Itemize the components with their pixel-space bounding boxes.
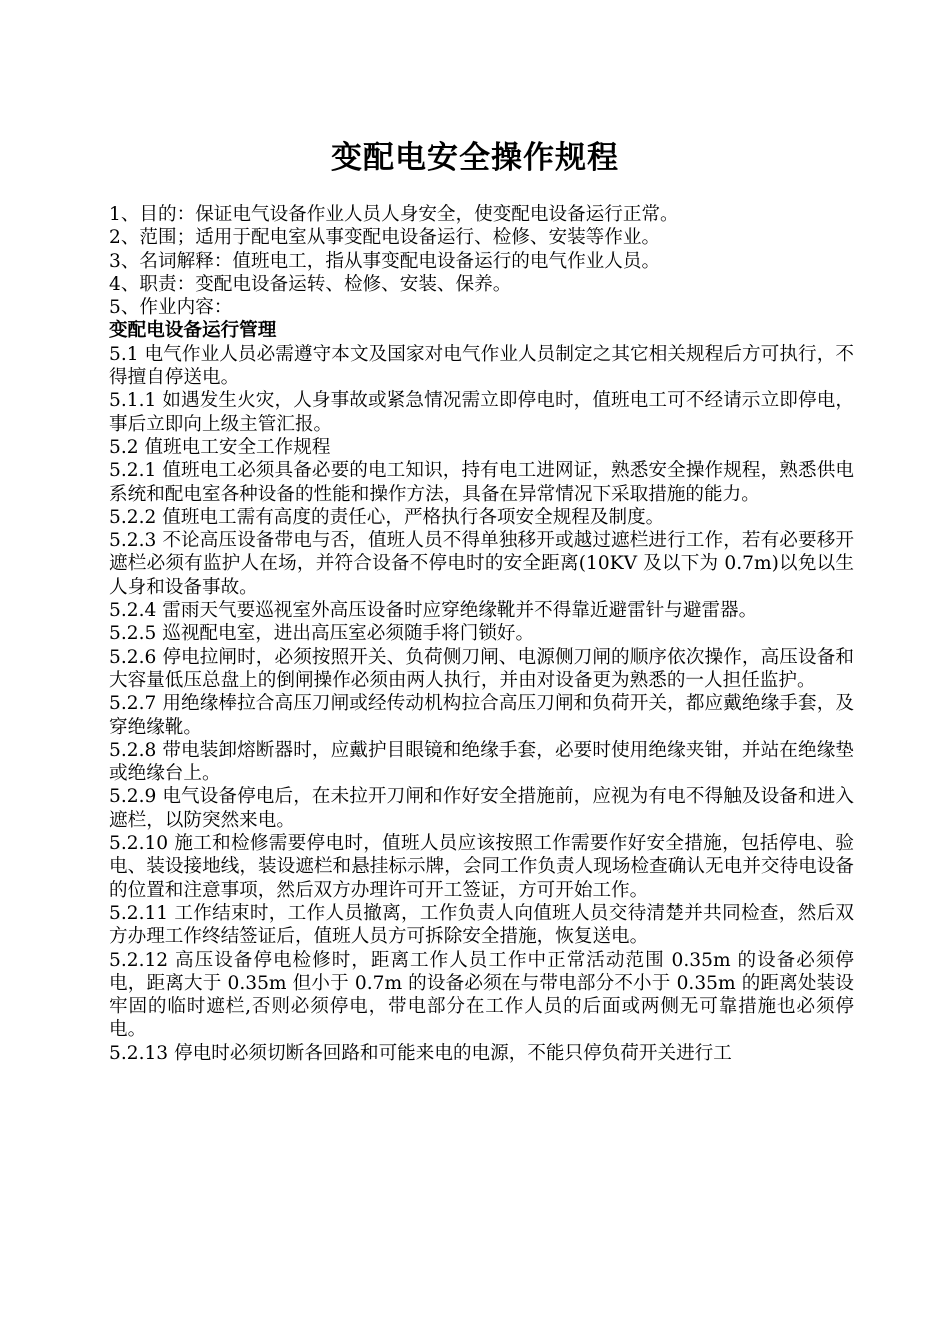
paragraph: 4、职责：变配电设备运转、检修、安装、保养。 <box>109 273 512 295</box>
paragraph: 5.2.8 带电装卸熔断器时，应戴护目眼镜和绝缘手套，必要时使用绝缘夹钳，并站在绝缘垫或绝缘台上。 <box>109 739 854 785</box>
paragraph: 5.2.12 高压设备停电检修时，距离工作人员工作中正常活动范围 0.35m 的设备必须停电，距离大于 0.35m 但小于 0.7m 的设备必须在与带电部分不小于 0.35m 的距离处装设牢固的临时遮栏,否则必须停电，带电部分在工作人员的后面或两侧无可靠措施也必须停电。 <box>109 949 854 1041</box>
section-heading: 变配电设备运行管理 <box>109 320 277 342</box>
paragraph: 5.2.13 停电时必须切断各回路和可能来电的电源，不能只停负荷开关进行工 <box>109 1042 732 1064</box>
paragraph: 5.1 电气作业人员必需遵守本文及国家对电气作业人员制定之其它相关规程后方可执行，不得擅自停送电。 <box>109 343 854 389</box>
paragraph: 5.2.7 用绝缘棒拉合高压刀闸或经传动机构拉合高压刀闸和负荷开关，都应戴绝缘手套，及穿绝缘靴。 <box>109 693 854 738</box>
paragraph: 2、范围；适用于配电室从事变配电设备运行、检修、安装等作业。 <box>109 227 661 249</box>
paragraph: 5.1.1 如遇发生火灾，人身事故或紧急情况需立即停电时，值班电工可不经请示立即停电，事后立即向上级主管汇报。 <box>109 390 854 435</box>
paragraph: 5.2.3 不论高压设备带电与否，值班人员不得单独移开或越过遮栏进行工作，若有必要移开遮栏必须有监护人在场，并符合设备不停电时的安全距离(10KV 及以下为 0.7m)以免以生人身和设备事故。 <box>109 530 854 598</box>
paragraph: 5.2.6 停电拉闸时，必须按照开关、负荷侧刀闸、电源侧刀闸的顺序依次操作，高压设备和大容量低压总盘上的倒闸操作必须由两人执行，并由对设备更为熟悉的一人担任监护。 <box>109 646 854 691</box>
paragraph: 5.2.4 雷雨天气要巡视室外高压设备时应穿绝缘靴并不得靠近避雷针与避雷器。 <box>109 600 758 622</box>
paragraph: 5、作业内容： <box>109 297 233 319</box>
document-body <box>109 203 854 1065</box>
paragraph: 5.2.9 电气设备停电后，在未拉开刀闸和作好安全措施前，应视为有电不得触及设备和进入遮栏，以防突然来电。 <box>109 786 854 831</box>
paragraph: 5.2.10 施工和检修需要停电时，值班人员应该按照工作需要作好安全措施，包括停电、验电、装设接地线，装设遮栏和悬挂标示牌，会同工作负责人现场检查确认无电并交待电设备的位置和注意事项，然后双方办理许可开工签证，方可开始工作。 <box>109 833 854 901</box>
paragraph: 1、目的：保证电气设备作业人员人身安全，使变配电设备运行正常。 <box>109 204 679 225</box>
paragraph: 5.2 值班电工安全工作规程 <box>109 436 331 458</box>
document-title: 变配电安全操作规程 <box>331 140 619 176</box>
paragraph: 5.2.5 巡视配电室，进出高压室必须随手将门锁好。 <box>109 623 535 645</box>
paragraph: 3、名词解释：值班电工，指从事变配电设备运行的电气作业人员。 <box>109 250 661 272</box>
paragraph: 5.2.1 值班电工必须具备必要的电工知识，持有电工进网证，熟悉安全操作规程，熟悉供电系统和配电室各种设备的性能和操作方法，具备在异常情况下采取措施的能力。 <box>109 460 854 505</box>
paragraph: 5.2.11 工作结束时，工作人员撤离，工作负责人向值班人员交待清楚并共同检查，然后双方办理工作终结签证后，值班人员方可拆除安全措施，恢复送电。 <box>109 902 854 948</box>
paragraph: 5.2.2 值班电工需有高度的责任心，严格执行各项安全规程及制度。 <box>109 506 665 528</box>
